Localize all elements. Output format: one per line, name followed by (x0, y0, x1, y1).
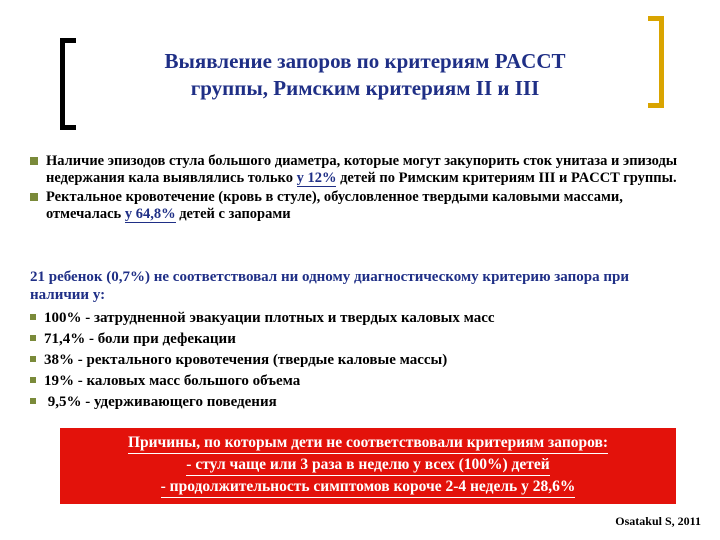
list-item (30, 392, 690, 413)
title-line-2: группы, Римским критериям II и III (190, 76, 540, 100)
bullet-highlight: у 64,8% (124, 206, 176, 222)
square-bullet-icon (30, 193, 38, 201)
title-line-1: Выявление запоров по критериям PACCT (164, 49, 566, 73)
conclusion-box (60, 428, 676, 504)
list-item (30, 350, 690, 371)
square-bullet-icon (30, 356, 36, 362)
bullet-text: 100% - затрудненной эвакуации плотных и твердых каловых масс (44, 310, 495, 326)
bullet-text: Наличие эпизодов стула большого диаметра, которые могут закупорить сток унитаза и эпизоды недержания кала выявлялись только (46, 153, 678, 186)
list-item (30, 189, 700, 223)
bullet-highlight: у 12% (296, 170, 337, 186)
square-bullet-icon (30, 398, 36, 404)
conclusion-line-1: Причины, по которым дети не соответствовали критериям запоров: (128, 432, 608, 454)
square-bullet-icon (30, 314, 36, 320)
left-bracket-decoration (60, 38, 76, 130)
list-item (30, 329, 690, 350)
square-bullet-icon (30, 377, 36, 383)
bullet-text: 71,4% - боли при дефекации (44, 331, 236, 347)
square-bullet-icon (30, 335, 36, 341)
square-bullet-icon (30, 157, 38, 165)
right-bracket-decoration (648, 16, 664, 108)
conclusion-line-2: - стул чаще или 3 раза в неделю у всех (100%) детей (186, 454, 549, 476)
conclusion-line-3: - продолжительность симптомов короче 2-4 недель у 28,6% (161, 476, 576, 498)
slide-title (95, 48, 635, 102)
bottom-bullet-list (30, 308, 690, 413)
list-item (30, 308, 690, 329)
bullet-text: детей с запорами (175, 206, 291, 222)
list-item (30, 371, 690, 392)
summary-paragraph: 21 ребенок (0,7%) не соответствовал ни одному диагностическому критерию запора при наличии у: (30, 269, 629, 303)
bullet-text: 38% - ректального кровотечения (твердые каловые массы) (44, 352, 448, 368)
top-bullet-list (30, 153, 700, 223)
citation: Osatakul S, 2011 (615, 514, 701, 528)
bullet-text: 19% - каловых масс большого объема (44, 373, 301, 389)
bullet-text: Ректальное кровотечение (кровь в стуле), обусловленное твердыми каловыми массами, отмечалась (46, 189, 623, 222)
bullet-text: детей по Римским критериям III и PACCT группы. (336, 170, 677, 186)
bullet-text: 9,5% - удерживающего поведения (44, 394, 277, 410)
list-item (30, 153, 700, 187)
